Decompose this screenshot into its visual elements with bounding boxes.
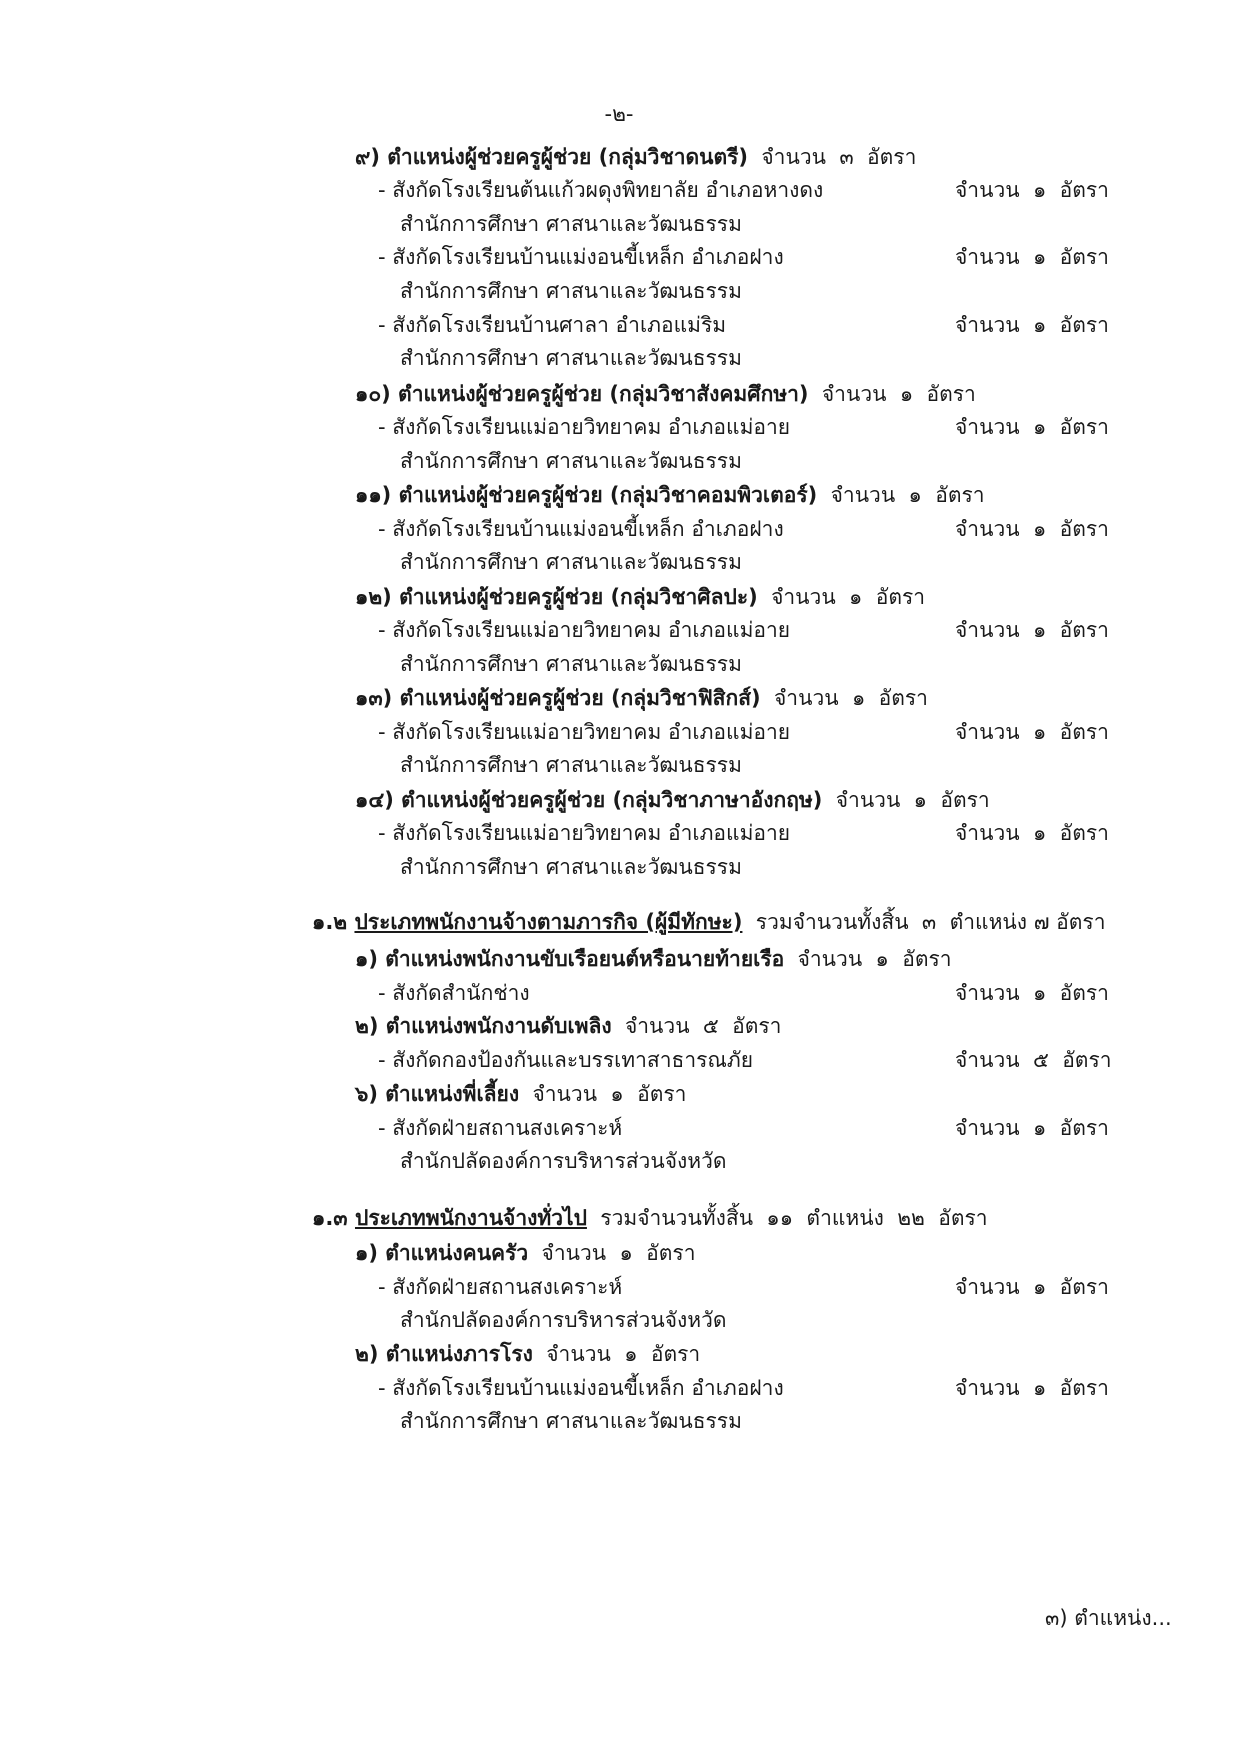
text-line bbox=[355, 582, 925, 612]
line-count: รวมจำนวนทั้งสิ้น ๑๑ ตำแหน่ง ๒๒ อัตรา bbox=[586, 1206, 988, 1230]
line-text: - สังกัดสำนักช่าง bbox=[378, 981, 530, 1005]
line-text: - สังกัดฝ่ายสถานสงเคราะห์ bbox=[378, 1275, 623, 1299]
quota-count: จำนวน ๑ อัตรา bbox=[955, 618, 1109, 642]
text-line bbox=[400, 343, 742, 373]
text-line bbox=[378, 615, 790, 645]
line-text: - สังกัดโรงเรียนแม่อายวิทยาคม อำเภอแม่อาย bbox=[378, 618, 791, 642]
line-text: สำนักการศึกษา ศาสนาและวัฒนธรรม bbox=[400, 346, 742, 370]
line-text: - สังกัดโรงเรียนบ้านแม่งอนขี้เหล็ก อำเภอฝาง bbox=[378, 1376, 784, 1400]
page-number: -๒- bbox=[604, 102, 634, 126]
line-text: สำนักการศึกษา ศาสนาและวัฒนธรรม bbox=[400, 855, 742, 879]
text-line bbox=[355, 480, 985, 510]
text-line bbox=[378, 717, 790, 747]
line-text: สำนักการศึกษา ศาสนาและวัฒนธรรม bbox=[400, 753, 742, 777]
quota-count: จำนวน ๑ อัตรา bbox=[955, 1376, 1109, 1400]
line-count: รวมจำนวนทั้งสิ้น ๓ ตำแหน่ง ๗ อัตรา bbox=[742, 910, 1106, 934]
text-line bbox=[400, 1305, 727, 1335]
line-text: ๑) ตำแหน่งพนักงานขับเรือยนต์หรือนายท้ายเรือ bbox=[355, 947, 785, 971]
line-count: จำนวน ๑ อัตรา bbox=[528, 1241, 696, 1265]
line-count: จำนวน ๑ อัตรา bbox=[757, 585, 926, 609]
text-line bbox=[400, 1406, 742, 1436]
line-text: ๒) ตำแหน่งพนักงานดับเพลิง bbox=[355, 1014, 612, 1038]
line-text: ๑๓) ตำแหน่งผู้ช่วยครูผู้ช่วย (กลุ่มวิชาฟิสิกส์) bbox=[355, 686, 761, 710]
text-line bbox=[378, 412, 790, 442]
text-line bbox=[378, 818, 790, 848]
line-text: ๒) ตำแหน่งภารโรง bbox=[355, 1342, 533, 1366]
text-line bbox=[400, 1146, 727, 1176]
text-line bbox=[378, 514, 784, 544]
quota-count: จำนวน ๑ อัตรา bbox=[955, 178, 1109, 202]
text-line bbox=[355, 944, 952, 974]
line-text: สำนักการศึกษา ศาสนาและวัฒนธรรม bbox=[400, 449, 742, 473]
text-line bbox=[400, 649, 742, 679]
line-text: ๑) ตำแหน่งคนครัว bbox=[355, 1241, 529, 1265]
line-text: สำนักการศึกษา ศาสนาและวัฒนธรรม bbox=[400, 652, 742, 676]
quota-count: จำนวน ๑ อัตรา bbox=[955, 415, 1109, 439]
line-text: - สังกัดกองป้องกันและบรรเทาสาธารณภัย bbox=[378, 1048, 754, 1072]
quota-count: จำนวน ๑ อัตรา bbox=[955, 720, 1109, 744]
text-line bbox=[378, 1045, 753, 1075]
line-count: จำนวน ๓ อัตรา bbox=[748, 145, 917, 169]
text-line bbox=[355, 1238, 696, 1268]
line-count: จำนวน ๕ อัตรา bbox=[611, 1014, 782, 1038]
line-text: สำนักการศึกษา ศาสนาและวัฒนธรรม bbox=[400, 279, 742, 303]
quota-count: จำนวน ๑ อัตรา bbox=[955, 981, 1109, 1005]
quota-count: จำนวน ๑ อัตรา bbox=[955, 1116, 1109, 1140]
text-line bbox=[378, 175, 823, 205]
line-text: - สังกัดโรงเรียนบ้านแม่งอนขี้เหล็ก อำเภอฝาง bbox=[378, 245, 784, 269]
quota-count: จำนวน ๑ อัตรา bbox=[955, 517, 1109, 541]
line-text: ๑๐) ตำแหน่งผู้ช่วยครูผู้ช่วย (กลุ่มวิชาสังคมศึกษา) bbox=[355, 382, 809, 406]
line-text: สำนักการศึกษา ศาสนาและวัฒนธรรม bbox=[400, 212, 742, 236]
line-text: ๑๑) ตำแหน่งผู้ช่วยครูผู้ช่วย (กลุ่มวิชาคอมพิวเตอร์) bbox=[355, 483, 818, 507]
quota-count: จำนวน ๕ อัตรา bbox=[955, 1048, 1112, 1072]
text-line bbox=[312, 907, 1106, 937]
next-page-marker: ๓) ตำแหน่ง... bbox=[1045, 1606, 1172, 1630]
line-text: สำนักการศึกษา ศาสนาและวัฒนธรรม bbox=[400, 550, 742, 574]
line-count: จำนวน ๑ อัตรา bbox=[519, 1082, 687, 1106]
line-text: สำนักการศึกษา ศาสนาและวัฒนธรรม bbox=[400, 1409, 742, 1433]
line-count: จำนวน ๑ อัตรา bbox=[822, 788, 990, 812]
text-line bbox=[312, 1203, 988, 1233]
text-line bbox=[378, 1272, 622, 1302]
text-line bbox=[355, 1011, 781, 1041]
text-line bbox=[378, 310, 726, 340]
text-line bbox=[355, 1339, 700, 1369]
section-heading: ประเภทพนักงานจ้างทั่วไป bbox=[354, 1206, 587, 1230]
quota-count: จำนวน ๑ อัตรา bbox=[955, 1275, 1109, 1299]
line-count: จำนวน ๑ อัตรา bbox=[784, 947, 952, 971]
line-text: สำนักปลัดองค์การบริหารส่วนจังหวัด bbox=[400, 1149, 727, 1173]
quota-count: จำนวน ๑ อัตรา bbox=[955, 245, 1109, 269]
text-line bbox=[355, 785, 990, 815]
line-text: - สังกัดโรงเรียนบ้านศาลา อำเภอแม่ริม bbox=[378, 313, 727, 337]
line-text: - สังกัดโรงเรียนบ้านแม่งอนขี้เหล็ก อำเภอฝาง bbox=[378, 517, 784, 541]
text-line bbox=[355, 1079, 686, 1109]
section-heading: ประเภทพนักงานจ้างตามภารกิจ (ผู้มีทักษะ) bbox=[354, 910, 743, 934]
line-text: ๑๔) ตำแหน่งผู้ช่วยครูผู้ช่วย (กลุ่มวิชาภาษาอังกฤษ) bbox=[355, 788, 823, 812]
text-line bbox=[355, 379, 976, 409]
text-line bbox=[378, 1373, 784, 1403]
text-line bbox=[400, 209, 742, 239]
text-line bbox=[400, 750, 742, 780]
text-line bbox=[378, 978, 530, 1008]
line-text: สำนักปลัดองค์การบริหารส่วนจังหวัด bbox=[400, 1308, 727, 1332]
line-count: จำนวน ๑ อัตรา bbox=[817, 483, 985, 507]
quota-count: จำนวน ๑ อัตรา bbox=[955, 821, 1109, 845]
text-line bbox=[355, 142, 916, 172]
line-text: ๑.๓ bbox=[312, 1206, 355, 1230]
text-line bbox=[400, 276, 742, 306]
line-count: จำนวน ๑ อัตรา bbox=[532, 1342, 701, 1366]
quota-count: จำนวน ๑ อัตรา bbox=[955, 313, 1109, 337]
line-text: ๙) ตำแหน่งผู้ช่วยครูผู้ช่วย (กลุ่มวิชาดนตรี) bbox=[355, 145, 749, 169]
line-text: ๑.๒ bbox=[312, 910, 355, 934]
line-text: - สังกัดฝ่ายสถานสงเคราะห์ bbox=[378, 1116, 623, 1140]
line-text: - สังกัดโรงเรียนต้นแก้วผดุงพิทยาลัย อำเภอหางดง bbox=[378, 178, 824, 202]
text-line bbox=[400, 852, 742, 882]
line-count: จำนวน ๑ อัตรา bbox=[760, 686, 928, 710]
text-line bbox=[400, 446, 742, 476]
text-line bbox=[378, 1113, 622, 1143]
line-text: - สังกัดโรงเรียนแม่อายวิทยาคม อำเภอแม่อาย bbox=[378, 415, 791, 439]
line-text: ๖) ตำแหน่งพี่เลี้ยง bbox=[355, 1082, 520, 1106]
line-count: จำนวน ๑ อัตรา bbox=[808, 382, 976, 406]
text-line bbox=[355, 683, 928, 713]
line-text: - สังกัดโรงเรียนแม่อายวิทยาคม อำเภอแม่อาย bbox=[378, 821, 791, 845]
line-text: ๑๒) ตำแหน่งผู้ช่วยครูผู้ช่วย (กลุ่มวิชาศิลปะ) bbox=[355, 585, 758, 609]
line-text: - สังกัดโรงเรียนแม่อายวิทยาคม อำเภอแม่อาย bbox=[378, 720, 791, 744]
text-line bbox=[400, 547, 742, 577]
text-line bbox=[378, 242, 784, 272]
